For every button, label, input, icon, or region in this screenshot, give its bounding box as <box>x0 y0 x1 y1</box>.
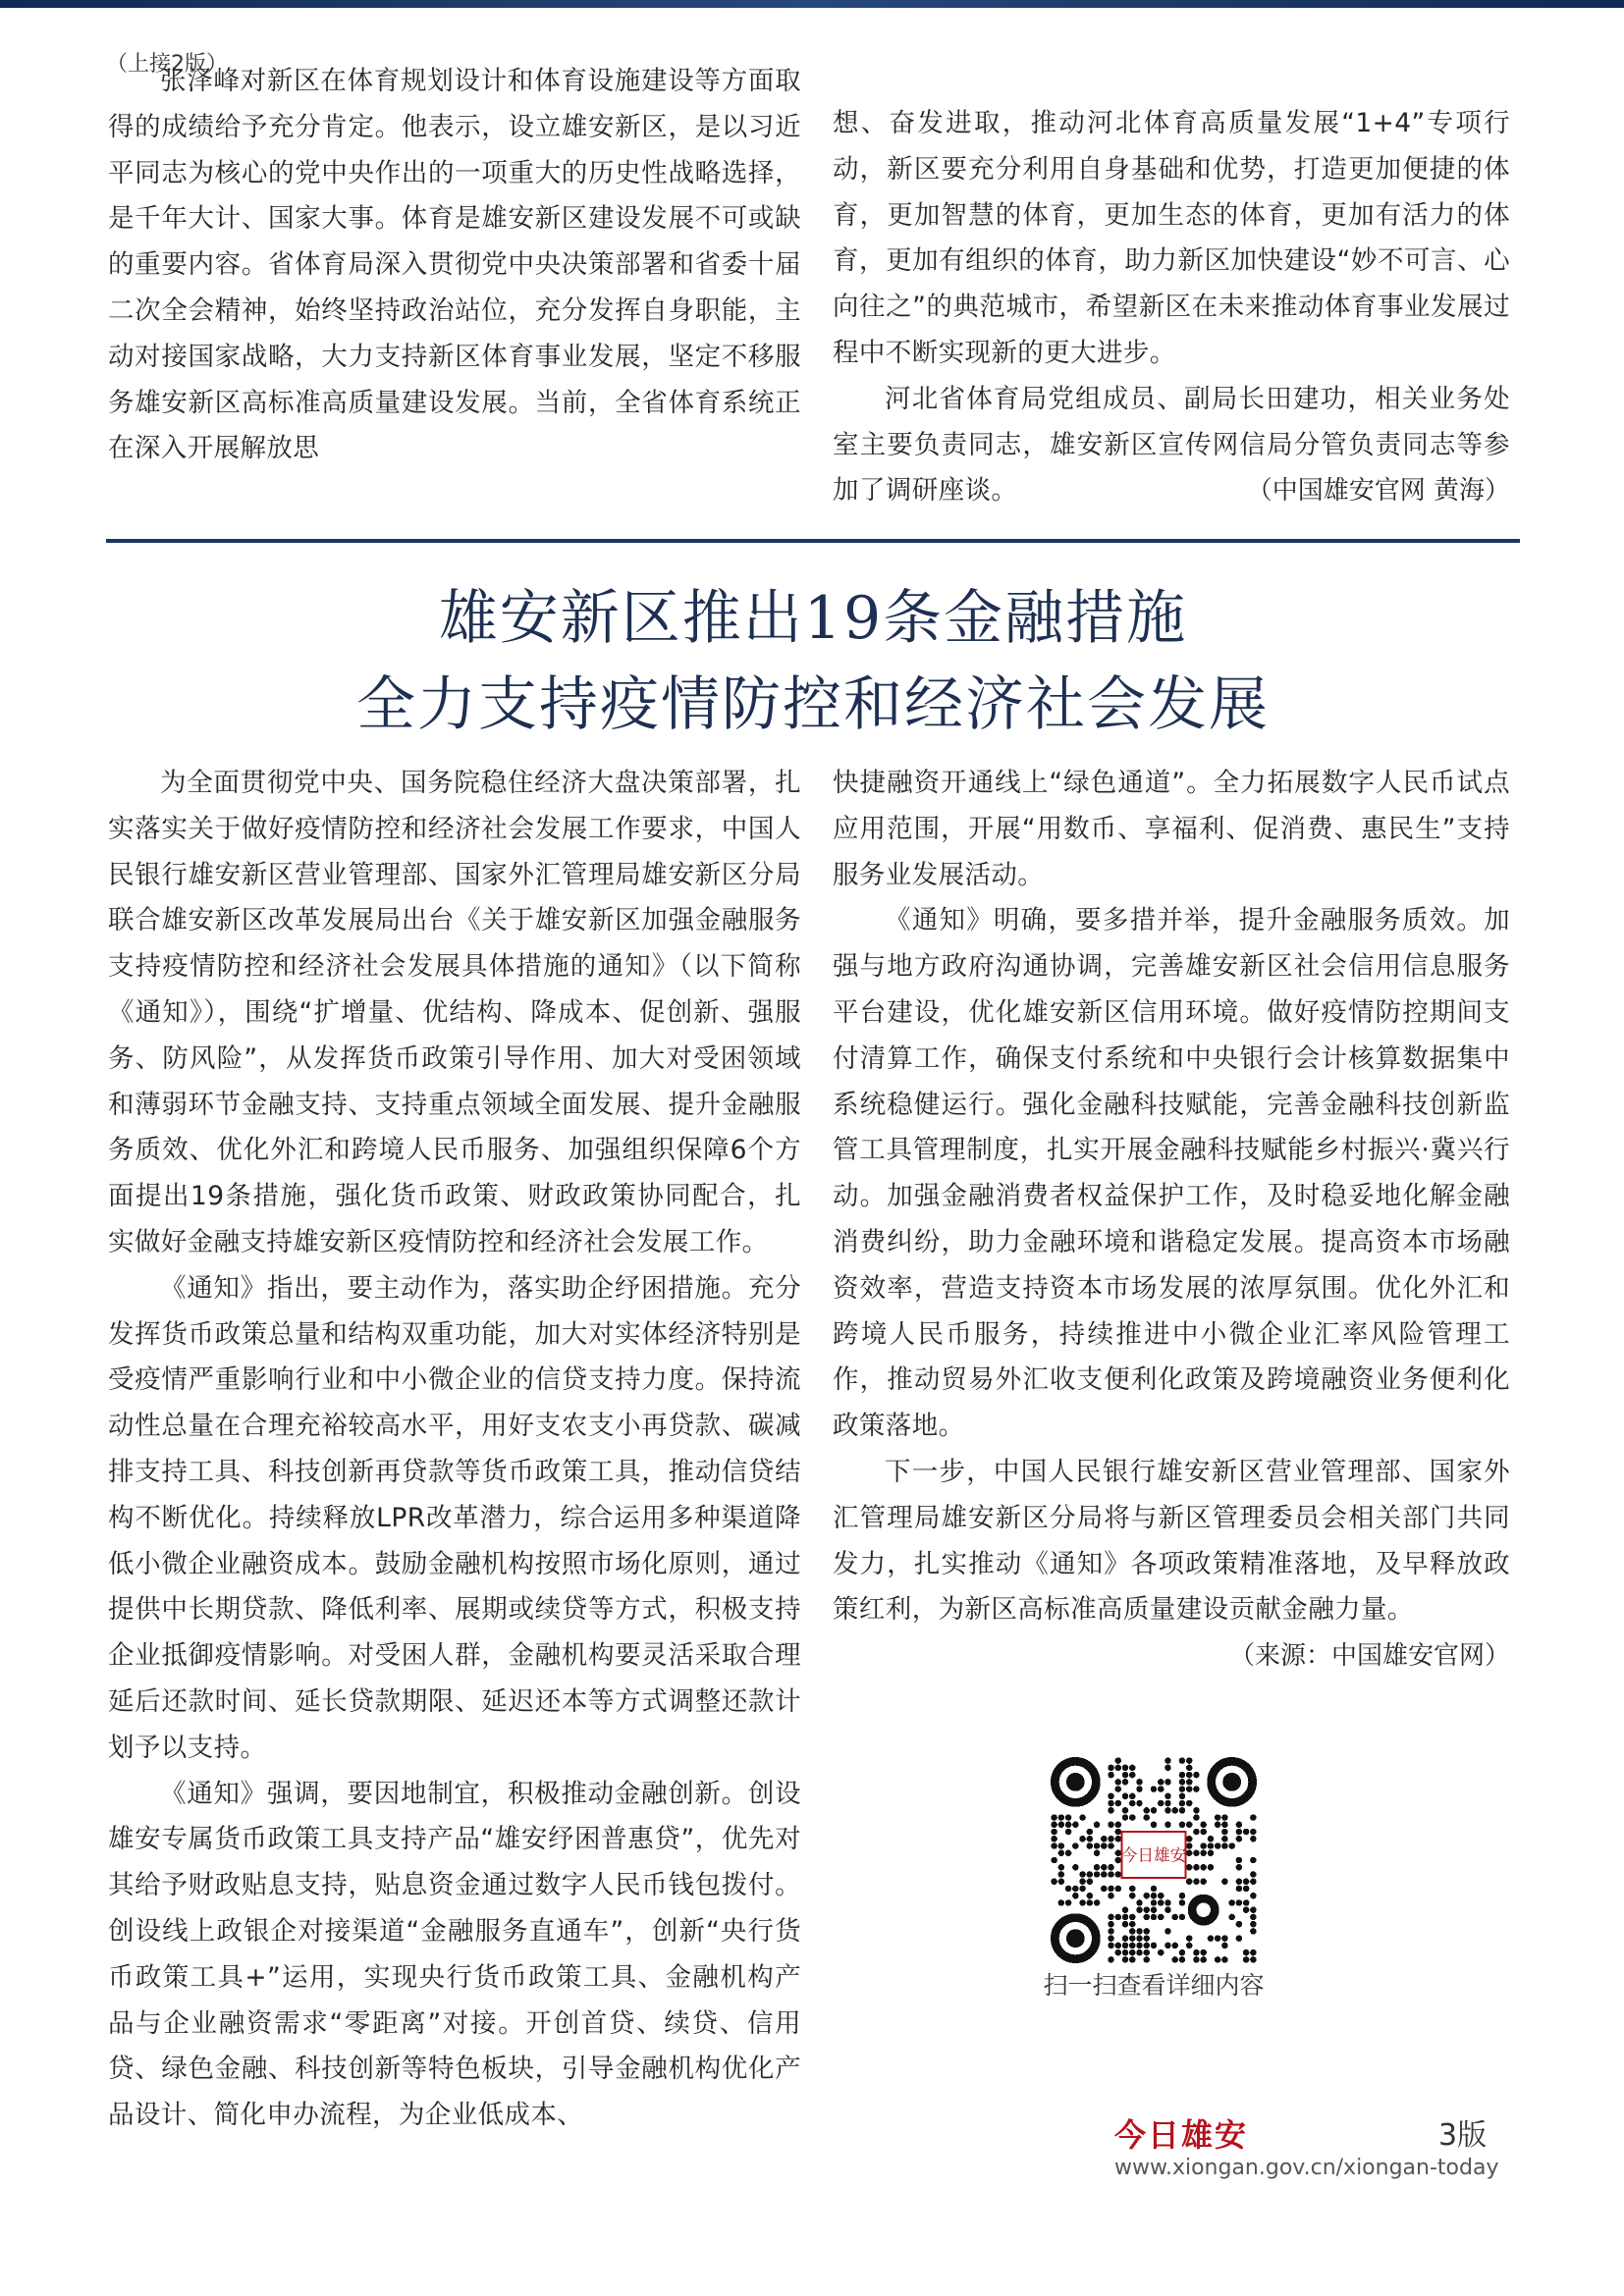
main-article-paragraph-1: 为全面贯彻党中央、国务院稳住经济大盘决策部署，扎实落实关于做好疫情防控和经济社会发展工作要求，中国人民银行雄安新区营业管理部、国家外汇管理局雄安新区分局联合雄安新区改革发展局出台《关于雄安新区加强金融服务 支持疫情防控和经济社会发展具体措施的通知》（以下简称《通知》），围绕“扩增量、优结构、降成本、促创新、强服务、防风险”，从发挥货币政策引导作用、加大对受困领域和薄弱环节金融支持、支持重点领域全面发展、提升金融服务质效、优化外汇和跨境人民币服务、加强组织保障6个方面提出19条措施，强化货币政策、财政政策协同配合，扎实做好金融支持雄安新区疫情防控和经济社会发展工作。 <box>108 768 828 1257</box>
section-divider <box>106 539 1520 543</box>
headline-line-2: 全力支持疫情防控和经济社会发展 <box>356 670 1270 739</box>
top-color-band <box>0 0 1624 8</box>
headline-line-1: 雄安新区推出19条金融措施 <box>438 584 1188 653</box>
qr-center-label: 今日雄安 <box>1120 1845 1187 1865</box>
top-article-paragraph: 张泽峰对新区在体育规划设计和体育设施建设等方面取得的成绩给予充分肯定。他表示，设立雄安新区，是以习近平同志为核心的党中央作出的一项重大的历史性战略选择，是千年大计、国家大事。体育是雄安新区建设发展不可或缺的重要内容。省体育局深入贯彻党中央决策部署和省委十届二次全会精神，始终坚持政治站位，充分发挥自身职能，主动对接国家战略，大力支持新区体育事业发展，坚定不移服务雄安新区高标准高质量建设发展。当前，全省体育系统正在深入开展解放思 <box>108 66 801 464</box>
footer-url[interactable]: www.xiongan.gov.cn/xiongan-today <box>1114 2156 1499 2180</box>
qr-code[interactable] <box>1051 1757 1257 1963</box>
top-article-byline: （中国雄安官网 黄海） <box>1246 476 1510 507</box>
top-article-column-1 <box>108 59 801 472</box>
main-article-paragraph-2: 《通知》指出，要主动作为，落实助企纾困措施。充分发挥货币政策总量和结构双重功能，加大对实体经济特别是受疫情严重影响行业和中小微企业的信贷支持力度。保持流动性总量在合理充裕较高水平，用好支农支小再贷款、碳减排支持工具、科技创新再贷款等货币政策工具，推动信贷结构不断优化。持续释放LPR改革潜力，综合运用多种渠道降低小微企业融资成本。鼓励金融机构按照市场化原则，通过提供中长期贷款、降低利率、展期或续贷等方式，积极支持企业抵御疫情影响。对受困人群，金融机构要灵活采取合理延后还款时间、延长贷款期限、延迟还本等方式调整还款计划予以支持。 <box>108 1272 801 1763</box>
main-article-column-1 <box>108 761 828 2139</box>
qr-caption: 扫一扫查看详细内容 <box>1043 1971 1265 2000</box>
top-article-paragraph-continued: 想、奋发进取，推动河北体育高质量发展“1+4”专项行动，新区要充分利用自身基础和优势，打造更加便捷的体育，更加智慧的体育，更加生态的体育，更加有活力的体育，更加有组织的体育，助力新区加快建设“妙不可言、心向往之”的典范城市，希望新区在未来推动体育事业发展过程中不断实现新的更大进步。 <box>833 108 1510 368</box>
main-article-paragraph-4: 《通知》明确，要多措并举，提升金融服务质效。加强与地方政府沟通协调，完善雄安新区社会信用信息服务平台建设，优化雄安新区信用环境。做好疫情防控期间支付清算工作，确保支付系统和中央银行会计核算数据集中系统稳健运行。强化金融科技赋能，完善金融科技创新监管工具管理制度，扎实开展金融科技赋能乡村振兴·冀兴行动。加强金融消费者权益保护工作，及时稳妥地化解金融消费纠纷，助力金融环境和谐稳定发展。提高资本市场融资效率，营造支持资本市场发展的浓厚氛围。优化外汇和跨境人民币服务，持续推进中小微企业汇率风险管理工作，推动贸易外汇收支便利化政策及跨境融资业务便利化政策落地。 <box>833 905 1510 1442</box>
main-article-column-2 <box>833 761 1510 1680</box>
continued-note: （上接2版） <box>106 52 228 77</box>
footer-brand: 今日雄安 <box>1114 2116 1249 2154</box>
main-article-paragraph-continued: 快捷融资开通线上“绿色通道”。全力拓展数字人民币试点应用范围，开展“用数币、享福利、促消费、惠民生”支持服务业发展活动。 <box>833 768 1510 890</box>
main-article-paragraph-5: 下一步，中国人民银行雄安新区营业管理部、国家外汇管理局雄安新区分局将与新区管理委员会相关部门共同发力，扎实推动《通知》各项政策精准落地，及早释放政策红利，为新区高标准高质量建设贡献金融力量。 <box>833 1456 1510 1626</box>
main-article-source: （来源：中国雄安官网） <box>1228 1641 1510 1672</box>
top-article-paragraph: 河北省体育局党组成员、副局长田建功，相关业务处室主要负责同志，雄安新区宣传网信局分管负责同志等参加了调研座谈。 <box>833 383 1510 507</box>
top-article-column-2 <box>833 101 1510 514</box>
main-article-paragraph-3: 《通知》强调，要因地制宜，积极推动金融创新。创设雄安专属货币政策工具支持产品“雄安纾困普惠贷”，优先对其给予财政贴息支持，贴息资金通过数字人民币钱包拨付。创设线上政银企对接渠道“金融服务直通车”，创新“央行货币政策工具+”运用，实现央行货币政策工具、金融机构产品与企业融资需求“零距离”对接。开创首贷、续贷、信用贷、绿色金融、科技创新等特色板块，引导金融机构优化产品设计、简化申办流程，为企业低成本、 <box>108 1778 801 2131</box>
page-number: 3版 <box>1438 2118 1488 2153</box>
